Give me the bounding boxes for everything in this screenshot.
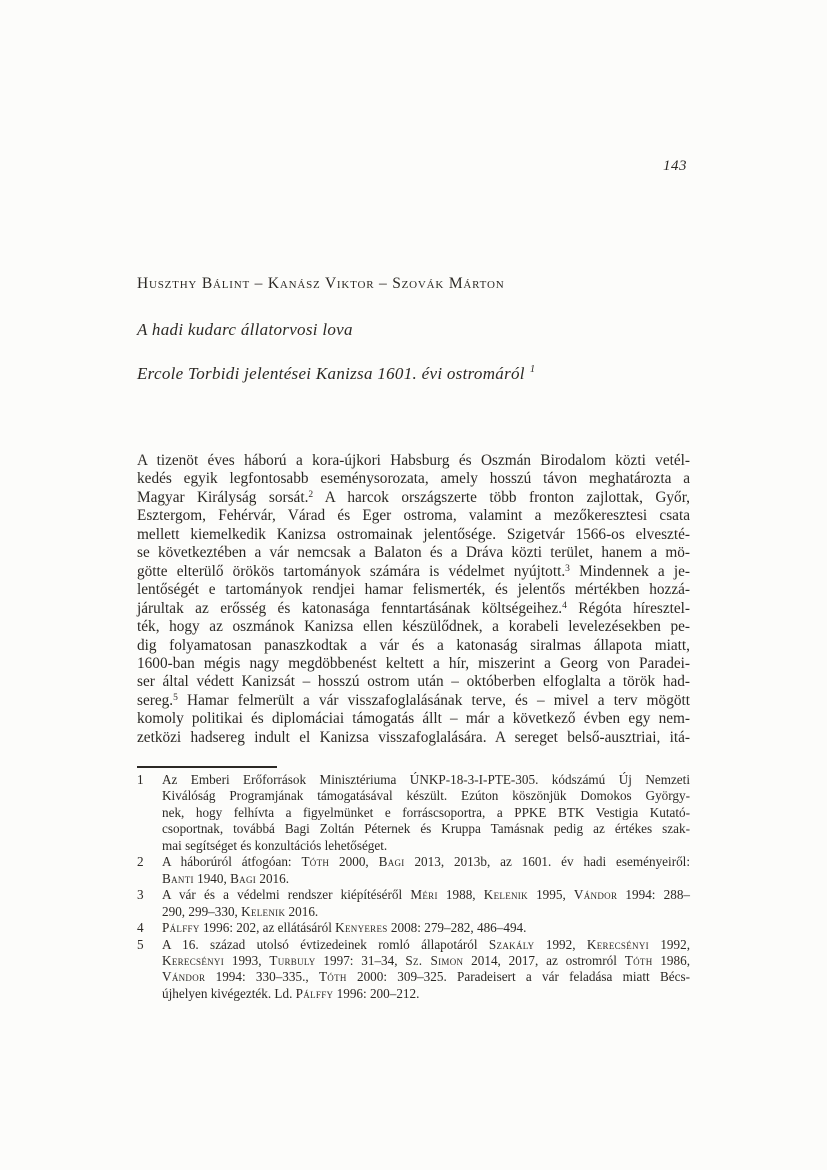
footnote-line: 290, 299–330, Kelenik 2016. <box>162 903 319 919</box>
footnote-text <box>162 887 690 920</box>
body-line: mellett kiemelkedik Kanizsa ostromainak jelentősége. Szigetvár 1566-os elveszté- <box>137 525 690 543</box>
footnote <box>137 920 690 936</box>
footnote-number: 5 <box>137 936 144 952</box>
body-line: Magyar Királyság sorsát.$^2$ A harcok országszerte több fronton zajlottak, Győr, <box>137 488 690 506</box>
footnote <box>137 937 690 1003</box>
smallcaps-citation-name: Turbuly <box>269 952 316 968</box>
footnote-text <box>162 937 690 1003</box>
footnote-line: Pálffy 1996: 202, az ellátásáról Kenyeres 2008: 279–282, 486–494. <box>162 920 527 936</box>
article-authors: Huszthy Bálint – Kanász Viktor – Szovák Márton <box>137 275 505 292</box>
footnote-reference-superscript: 4 <box>562 600 567 611</box>
footnote-line: A vár és a védelmi rendszer kiépítéséről Méri 1988, Kelenik 1995, Vándor 1994: 288– <box>162 887 691 903</box>
footnote-line: Banti 1940, Bagi 2016. <box>162 870 290 886</box>
footnote-line: Kerecsényi 1993, Turbuly 1997: 31–34, Sz. Simon 2014, 2017, az ostromról Tóth 1986, <box>162 952 691 968</box>
footnote-number: 2 <box>137 854 144 870</box>
smallcaps-citation-name: Kenyeres <box>335 920 388 936</box>
footnote-marker: 1 <box>529 364 536 376</box>
article-title: A hadi kudarc állatorvosi lova <box>137 320 353 339</box>
page-number: 143 <box>663 158 687 174</box>
footnote-text <box>162 920 690 936</box>
smallcaps-citation-name: Kerecsényi <box>162 952 225 968</box>
smallcaps-citation-name: Méri <box>410 887 438 903</box>
smallcaps-citation-name: Banti <box>162 870 194 886</box>
smallcaps-citation-name: Szakály <box>488 936 535 952</box>
body-line: sereg.$^5$ Hamar felmerült a vár visszafoglalásának terve, és – mivel a terv mögött <box>137 691 690 709</box>
body-line: ték, hogy az oszmánok Kanizsa ellen készülődnek, a korabeli levelezésekben pe- <box>137 618 690 636</box>
article-subtitle <box>137 364 690 384</box>
smallcaps-citation-name: Kerecsényi <box>586 936 649 952</box>
footnote-line: A 16. század utolsó évtizedeinek romló állapotáról Szakály 1992, Kerecsényi 1992, <box>162 936 690 952</box>
body-paragraph <box>137 452 690 747</box>
smallcaps-citation-name: Vándor <box>162 969 206 985</box>
smallcaps-citation-name: Vándor <box>573 887 618 903</box>
body-line: dig folyamatosan panaszkodtak a vár és a katonaság siralmas állapota miatt, <box>137 636 690 654</box>
footnote-text <box>162 854 690 887</box>
footnote-number: 4 <box>137 920 144 936</box>
smallcaps-citation-name: Sz. Simon <box>405 952 464 968</box>
body-line: kedés egyik legfontosabb eseménysorozata, amely hosszú távon meghatározta a <box>137 470 690 488</box>
footnote <box>137 772 690 854</box>
footnote-line: Vándor 1994: 330–335., Tóth 2000: 309–325. Paradeisert a vár feladása miatt Bécs- <box>162 969 691 985</box>
footnote-line: nek, hogy felhívta a figyelmünket e forráscsoportra, a PPKE BTK Vestigia Kutató- <box>162 804 690 820</box>
body-line: 1600-ban mégis nagy megdöbbenést keltett a hír, miszerint a Georg von Paradei- <box>137 654 690 672</box>
body-line: járultak az erősség és katonasága fenntartásának költségeihez.$^4$ Régóta híresztel- <box>137 599 690 617</box>
footnote-line: mai segítséget és konzultációs lehetőséget. <box>162 837 388 853</box>
footnote-line: csoportnak, továbbá Bagi Zoltán Péternek és Kruppa Tamásnak pedig az értékes szak- <box>162 821 690 837</box>
body-line: se következtében a vár nemcsak a Balaton és a Dráva közti terület, hanem a mö- <box>137 544 690 562</box>
smallcaps-citation-name: Bagi <box>378 854 405 870</box>
smallcaps-citation-name: Pálffy <box>162 920 200 936</box>
footnote-reference-superscript: 3 <box>565 563 570 574</box>
smallcaps-citation-name: Tóth <box>318 969 347 985</box>
body-line: götte elterülő örökös tartományok számára is védelmet nyújtott.$^3$ Mindennek a je- <box>137 562 690 580</box>
footnote-line: A háborúról átfogóan: Tóth 2000, Bagi 2013, 2013b, az 1601. év hadi eseményeiről: <box>162 854 691 870</box>
smallcaps-citation-name: Kelenik <box>241 903 286 919</box>
smallcaps-citation-name: Tóth <box>624 952 653 968</box>
body-line: ser által védett Kanizsát – hosszú ostrom után – októberben elfoglalta a török had- <box>137 673 690 691</box>
footnote <box>137 887 690 920</box>
footnote-reference-superscript: 2 <box>308 489 314 500</box>
footnote-number: 3 <box>137 887 144 903</box>
body-line: Esztergom, Fehérvár, Várad és Eger ostroma, valamint a mezőkeresztesi csata <box>137 507 690 525</box>
footnote-line: Az Emberi Erőforrások Minisztériuma ÚNKP-18-3-I-PTE-305. kódszámú Új Nemzeti <box>162 772 690 787</box>
footnote-separator <box>137 766 277 768</box>
smallcaps-citation-name: Pálffy <box>295 985 334 1001</box>
subtitle-text: Ercole Torbidi jelentései Kanizsa 1601. évi ostromáról <box>137 364 525 383</box>
footnote <box>137 854 690 887</box>
smallcaps-citation-name: Bagi <box>230 870 257 886</box>
footnote-number: 1 <box>137 772 144 787</box>
smallcaps-citation-name: Tóth <box>301 854 330 870</box>
footnote-line: újhelyen kivégezték. Ld. Pálffy 1996: 200–212. <box>162 985 420 1001</box>
smallcaps-citation-name: Kelenik <box>483 887 528 903</box>
footnote-text <box>162 772 690 854</box>
body-line: komoly politikai és diplomáciai támogatás állt – már a következő évben egy nem- <box>137 710 690 728</box>
footnote-line: Kiválóság Programjának támogatásával készült. Ezúton köszönjük Domokos György- <box>162 788 690 804</box>
footnotes-section <box>137 772 690 1002</box>
body-line: lentőségét e tartományok rendjei hamar felismerték, és jelentős mértékben hozzá- <box>137 581 690 599</box>
body-line: zetközi hadsereg indult el Kanizsa visszafoglalására. A sereget belső-ausztriai, itá- <box>137 728 690 746</box>
body-line: A tizenöt éves háború a kora-újkori Habsburg és Oszmán Birodalom közti vetél- <box>137 452 690 469</box>
footnote-reference-superscript: 5 <box>173 692 178 703</box>
